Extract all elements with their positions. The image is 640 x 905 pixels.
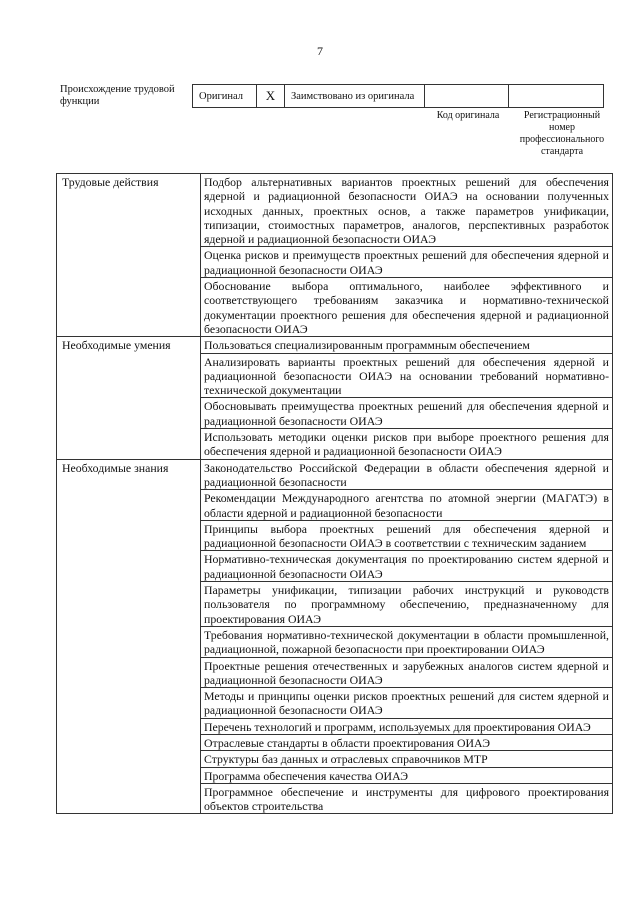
section-item: Программа обеспечения качества ОИАЭ bbox=[201, 767, 613, 783]
section-item: Методы и принципы оценки рисков проектных решений для систем ядерной и радиационной безопасности ОИАЭ bbox=[201, 688, 613, 719]
code-original-cell bbox=[424, 85, 508, 107]
borrowed-cell: Заимствовано из оригинала bbox=[284, 85, 424, 107]
section-item: Отраслевые стандарты в области проектирования ОИАЭ bbox=[201, 734, 613, 750]
section-item: Анализировать варианты проектных решений для обеспечения ядерной и радиационной безопасности ОИАЭ на основании требований нормативно-технической документации bbox=[201, 353, 613, 398]
origin-table bbox=[192, 84, 604, 108]
section-item: Пользоваться специализированным программным обеспечением bbox=[201, 337, 613, 353]
section-item: Перечень технологий и программ, используемых для проектирования ОИАЭ bbox=[201, 718, 613, 734]
labor-function-table bbox=[56, 173, 613, 814]
section-item: Обосновывать преимущества проектных решений для обеспечения ядерной и радиационной безопасности ОИАЭ bbox=[201, 398, 613, 429]
section-item: Требования нормативно-технической документации в области промышленной, радиационной, пожарной безопасности при проектировании ОИАЭ bbox=[201, 626, 613, 657]
section-item: Подбор альтернативных вариантов проектных решений для обеспечения ядерной и радиационной безопасности ОИАЭ на основании полученных исходных данных, проектных основ, а также параметров унификации, типизации, стоимостных параметров, аналогов, перспективных разработок ядерной и радиационной безопасности ОИАЭ bbox=[201, 174, 613, 247]
section-item: Принципы выбора проектных решений для обеспечения ядерной и радиационной безопасности ОИАЭ в соответствии с техническим заданием bbox=[201, 520, 613, 551]
section-item: Обоснование выбора оптимального, наиболее эффективного и соответствующего требованиям заказчика и нормативно-технической документации проектного решения для обеспечения ядерной и радиационной безопасности ОИАЭ bbox=[201, 278, 613, 337]
code-original-caption: Код оригинала bbox=[436, 110, 500, 121]
reg-number-caption: Регистрационный номер профессионального стандарта bbox=[519, 110, 605, 157]
section-item: Оценка рисков и преимуществ проектных решений для обеспечения ядерной и радиационной безопасности ОИАЭ bbox=[201, 247, 613, 278]
table-row bbox=[57, 337, 613, 353]
section-item: Законодательство Российской Федерации в области обеспечения ядерной и радиационной безопасности bbox=[201, 459, 613, 490]
table-row bbox=[57, 174, 613, 247]
original-cell: Оригинал bbox=[192, 85, 256, 107]
section-label: Трудовые действия bbox=[57, 174, 201, 337]
reg-number-cell bbox=[508, 85, 604, 107]
origin-label: Происхождение трудовой функции bbox=[60, 84, 175, 107]
section-item: Параметры унификации, типизации рабочих инструкций и руководств пользователя по программному обеспечению, предназначенному для проектирования ОИАЭ bbox=[201, 582, 613, 627]
page-number: 7 bbox=[317, 44, 323, 58]
section-item: Структуры баз данных и отраслевых справочников МТР bbox=[201, 751, 613, 767]
section-label: Необходимые умения bbox=[57, 337, 201, 459]
section-item: Проектные решения отечественных и зарубежных аналогов систем ядерной и радиационной безопасности ОИАЭ bbox=[201, 657, 613, 688]
section-item: Программное обеспечение и инструменты для цифрового проектирования объектов строительства bbox=[201, 783, 613, 814]
section-item: Использовать методики оценки рисков при выборе проектного решения для обеспечения ядерной и радиационной безопасности ОИАЭ bbox=[201, 429, 613, 460]
section-item: Нормативно-техническая документация по проектированию систем ядерной и радиационной безопасности ОИАЭ bbox=[201, 551, 613, 582]
table-row bbox=[57, 459, 613, 490]
section-item: Рекомендации Международного агентства по атомной энергии (МАГАТЭ) в области ядерной и радиационной безопасности bbox=[201, 490, 613, 521]
section-label: Необходимые знания bbox=[57, 459, 201, 814]
original-mark: X bbox=[256, 85, 284, 107]
